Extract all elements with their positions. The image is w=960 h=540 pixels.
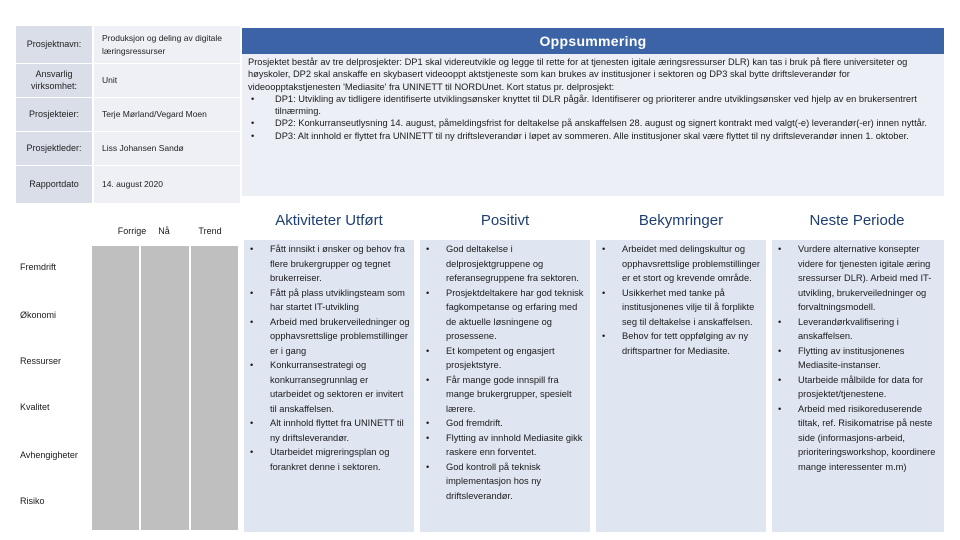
column-next-period bbox=[772, 240, 944, 532]
info-value: Unit bbox=[94, 64, 240, 97]
info-row-organization bbox=[16, 64, 240, 98]
info-label: Prosjektleder: bbox=[16, 132, 92, 165]
list-item: • God fremdrift. bbox=[420, 416, 590, 431]
info-row-manager bbox=[16, 132, 240, 166]
matrix-row-label: Kvalitet bbox=[20, 402, 50, 412]
matrix-header-now: Nå bbox=[158, 226, 170, 236]
status-cell-nå bbox=[141, 246, 188, 530]
summary-intro: Prosjektet består av tre delprosjekter: DP1 skal videreutvikle og legge til rette for at tjenesten igitale æringsressurser DLR) kan tas i bruk på flere universiteter og høyskoler, DP2 skal anskaffe en skybasert videooppt aktstjeneste som kan brukes av institusjoner i sektoren og DP3 skal bytte driftsleverandør for videoopptakstjenesten 'Mediasite' fra UNINETT til NORDUnet. Kort status pr. delprosjekt: bbox=[248, 57, 908, 92]
status-cell-forrige bbox=[92, 246, 139, 530]
list-item: • God kontroll på teknisk implementasjon hos ny driftsleverandør. bbox=[420, 460, 590, 504]
column-positive bbox=[420, 240, 590, 532]
info-label: Rapportdato bbox=[16, 166, 92, 203]
list-item: • Flytting av institusjonenes Mediasite-instanser. bbox=[772, 344, 944, 373]
project-info-table bbox=[16, 26, 240, 204]
info-label: Prosjekteier: bbox=[16, 98, 92, 131]
column-title-concerns: Bekymringer bbox=[638, 212, 724, 229]
matrix-row-label: Risiko bbox=[20, 496, 45, 506]
matrix-grid bbox=[92, 246, 240, 530]
list-item: • God deltakelse i delprosjektgruppene og referansegruppene fra sektoren. bbox=[420, 242, 590, 286]
list-item: • Arbeid med brukerveiledninger og opphavsrettslige problemstillinger er i gang bbox=[244, 315, 414, 359]
info-label: Prosjektnavn: bbox=[16, 26, 92, 63]
list-item: • Utarbeide målbilde for data for prosjektet/tjenestene. bbox=[772, 373, 944, 402]
list-item: • Flytting av innhold Mediasite gikk raskere enn forventet. bbox=[420, 431, 590, 460]
info-row-report-date bbox=[16, 166, 240, 204]
info-value: Produksjon og deling av digitale læringsressurser bbox=[94, 26, 240, 63]
matrix-row-label: Fremdrift bbox=[20, 262, 56, 272]
info-value: Terje Mørland/Vegard Moen bbox=[94, 98, 240, 131]
list-item: • Et kompetent og engasjert prosjektstyre. bbox=[420, 344, 590, 373]
status-cell-trend bbox=[191, 246, 238, 530]
list-item: • Fått på plass utviklingsteam som har startet IT-utvikling bbox=[244, 286, 414, 315]
info-row-owner bbox=[16, 98, 240, 132]
list-item: • Leverandørkvalifisering i anskaffelsen. bbox=[772, 315, 944, 344]
list-item: • Vurdere alternative konsepter videre for tjenesten igitale æring sressurser DLR). Arbeid med IT-utvikling, brukerveiledninger og forvaltningsmodell. bbox=[772, 242, 944, 315]
summary-bullet: • DP2: Konkurranseutlysning 14. august, påmeldingsfrist for deltakelse på anskaffelsen 28. august og signert kontrakt med valgt(-e) leverandør(-er) innen nyttår. bbox=[248, 117, 938, 129]
info-label: Ansvarlig virksomhet: bbox=[16, 64, 92, 97]
column-title-next-period: Neste Periode bbox=[809, 212, 905, 229]
summary-panel bbox=[242, 28, 944, 196]
list-item: • Behov for tett oppfølging av ny driftspartner for Mediasite. bbox=[596, 329, 766, 358]
list-item: • Utarbeidet migreringsplan og forankret denne i sektoren. bbox=[244, 445, 414, 474]
list-item: • Usikkerhet med tanke på institusjonenes vilje til å forplikte seg til deltakelse i anskaffelsen. bbox=[596, 286, 766, 330]
list-item: • Fått innsikt i ønsker og behov fra flere brukergrupper og tegnet brukerreiser. bbox=[244, 242, 414, 286]
status-matrix bbox=[16, 218, 240, 530]
list-item: • Arbeidet med delingskultur og opphavsrettslige problemstillinger er et stort og krevende område. bbox=[596, 242, 766, 286]
matrix-row-label: Ressurser bbox=[20, 356, 62, 366]
info-row-project-name bbox=[16, 26, 240, 64]
summary-bullet: • DP3: Alt innhold er flyttet fra UNINETT til ny driftsleverandør i løpet av sommeren. Alle institusjoner skal være flyttet til ny driftsleverandør innen 1. oktober. bbox=[248, 130, 938, 142]
info-value: Liss Johansen Sandø bbox=[94, 132, 240, 165]
list-item: • Alt innhold flyttet fra UNINETT til ny driftsleverandør. bbox=[244, 416, 414, 445]
column-title-activities: Aktiviteter Utført bbox=[275, 212, 383, 229]
list-item: • Prosjektdeltakere har god teknisk fagkompetanse og erfaring med de aktuelle løsningene og prosessene. bbox=[420, 286, 590, 344]
summary-bullet: • DP1: Utvikling av tidligere identifiserte utviklingsønsker knyttet til DLR pågår. Identifiserer og prioriterer andre utviklingsønsker ved hjelp av en brukersentrert tilnærming. bbox=[248, 93, 938, 118]
list-item: • Får mange gode innspill fra mange brukergrupper, spesielt lærere. bbox=[420, 373, 590, 417]
column-activities bbox=[244, 240, 414, 532]
summary-title: Oppsummering bbox=[242, 28, 944, 54]
matrix-row-label: Avhengigheter bbox=[20, 450, 78, 460]
column-concerns bbox=[596, 240, 766, 532]
list-item: • Konkurransestrategi og konkurransegrunnlag er utarbeidet og sektoren er invitert til anskaffelsen. bbox=[244, 358, 414, 416]
column-title-positive: Positivt bbox=[480, 212, 530, 229]
matrix-header-trend: Trend bbox=[198, 226, 222, 236]
list-item: • Arbeid med risikoreduserende tiltak, ref. Risikomatrise på neste side (informasjons-arbeid, prioriteringsworkshop, koordinere mange interessenter m.m) bbox=[772, 402, 944, 475]
summary-body bbox=[248, 56, 938, 142]
summary-list bbox=[248, 93, 938, 142]
matrix-row-label: Økonomi bbox=[20, 310, 57, 320]
info-value: 14. august 2020 bbox=[94, 166, 240, 203]
matrix-header-previous: Forrige bbox=[117, 226, 147, 236]
